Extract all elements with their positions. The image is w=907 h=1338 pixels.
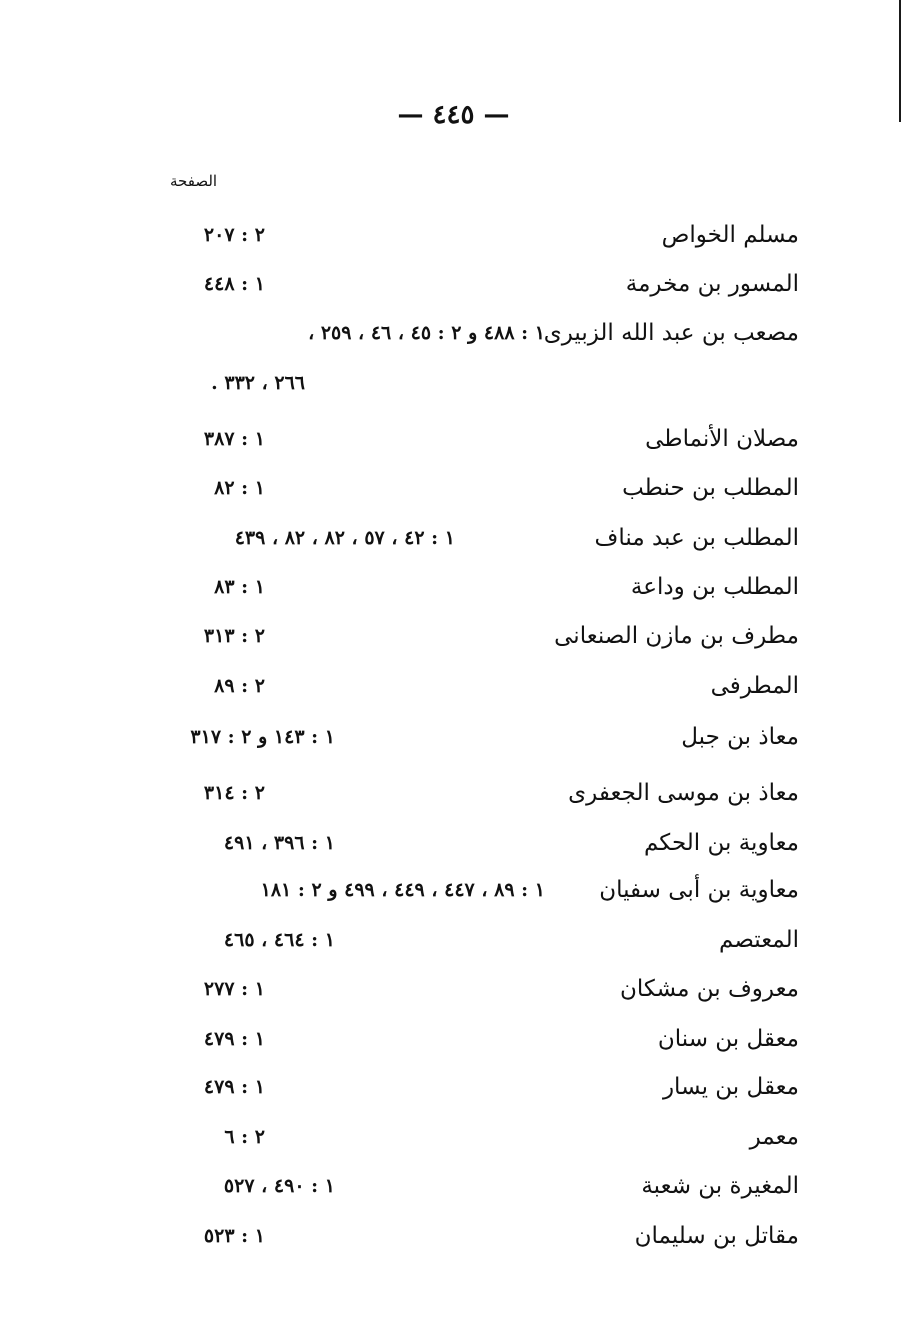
entry-page-ref: ٢ : ٦ — [224, 1126, 265, 1148]
entry-page-ref: ٢ : ٣١٤ — [203, 782, 265, 804]
entry-name: المطلب بن حنطب — [622, 475, 799, 501]
entry-page-ref: ١ : ١٤٣ و ٢ : ٣١٧ — [190, 726, 335, 748]
entry-name: مصلان الأنماطى — [645, 426, 799, 452]
entry-name: مطرف بن مازن الصنعانى — [554, 623, 799, 649]
index-entry — [0, 673, 907, 713]
entry-name: مسلم الخواص — [661, 222, 799, 248]
index-entry — [0, 1026, 907, 1066]
index-entry — [0, 574, 907, 614]
index-entry — [0, 271, 907, 311]
index-entry — [0, 426, 907, 466]
index-entry — [0, 222, 907, 262]
entry-name: معاذ بن جبل — [681, 724, 799, 750]
entry-page-ref: ١ : ٤٩٠ ، ٥٢٧ — [223, 1175, 335, 1197]
entry-page-ref: ١ : ٢٧٧ — [203, 978, 265, 1000]
entry-page-ref: ١ : ٤٢ ، ٥٧ ، ٨٢ ، ٨٢ ، ٤٣٩ — [234, 527, 455, 549]
entry-page-ref: ١ : ٤٤٨ — [203, 273, 265, 295]
entry-name: المطلب بن وداعة — [630, 574, 799, 600]
index-entry — [0, 475, 907, 515]
entry-page-ref: ١ : ٥٢٣ — [203, 1225, 265, 1247]
entry-name: المطلب بن عبد مناف — [594, 525, 799, 551]
entry-page-ref: ٢ : ٣١٣ — [203, 625, 265, 647]
entry-name: المسور بن مخرمة — [625, 271, 799, 297]
entry-page-ref: ١ : ٣٨٧ — [203, 428, 265, 450]
index-entry — [0, 724, 907, 764]
entry-page-ref: ٢٦٦ ، ٣٣٢ . — [211, 372, 305, 394]
index-entry — [0, 1074, 907, 1114]
index-entry — [0, 623, 907, 663]
entry-name: معاوية بن أبى سفيان — [599, 877, 799, 903]
entry-page-ref: ١ : ٤٨٨ و ٢ : ٤٥ ، ٤٦ ، ٢٥٩ ، — [308, 322, 545, 344]
index-entry — [0, 927, 907, 967]
index-entry — [0, 320, 907, 360]
entry-name: المعتصم — [719, 927, 799, 953]
index-entry-continuation — [0, 370, 907, 410]
entry-page-ref: ١ : ٣٩٦ ، ٤٩١ — [223, 832, 335, 854]
entry-page-ref: ١ : ٨٢ — [214, 477, 265, 499]
entry-name: معاوية بن الحكم — [643, 830, 799, 856]
entry-name: المغيرة بن شعبة — [641, 1173, 799, 1199]
entry-page-ref: ١ : ٤٧٩ — [203, 1028, 265, 1050]
entry-page-ref: ١ : ٤٧٩ — [203, 1076, 265, 1098]
index-entry — [0, 877, 907, 917]
index-entry — [0, 1124, 907, 1164]
page-number: — ٤٤٥ — — [397, 100, 510, 130]
entry-page-ref: ٢ : ٢٠٧ — [203, 224, 265, 246]
entry-page-ref: ١ : ٨٩ ، ٤٤٧ ، ٤٤٩ ، ٤٩٩ و ٢ : ١٨١ — [260, 879, 545, 901]
index-entry — [0, 780, 907, 820]
index-entry — [0, 525, 907, 565]
index-entry — [0, 1223, 907, 1263]
entry-page-ref: ١ : ٨٣ — [214, 576, 265, 598]
entry-name: مقاتل بن سليمان — [634, 1223, 799, 1249]
entry-name: معمر — [749, 1124, 799, 1150]
index-entry — [0, 830, 907, 870]
entry-name: معاذ بن موسى الجعفرى — [568, 780, 799, 806]
entry-name: مصعب بن عبد الله الزبيرى — [543, 320, 799, 346]
entry-page-ref: ١ : ٤٦٤ ، ٤٦٥ — [223, 929, 335, 951]
index-entry — [0, 976, 907, 1016]
page-column-header: الصفحة — [170, 172, 218, 190]
entry-name: معقل بن يسار — [662, 1074, 799, 1100]
entry-name: معروف بن مشكان — [619, 976, 799, 1002]
index-entry — [0, 1173, 907, 1213]
entry-name: معقل بن سنان — [657, 1026, 799, 1052]
entry-page-ref: ٢ : ٨٩ — [214, 675, 265, 697]
entry-name: المطرفى — [710, 673, 799, 699]
